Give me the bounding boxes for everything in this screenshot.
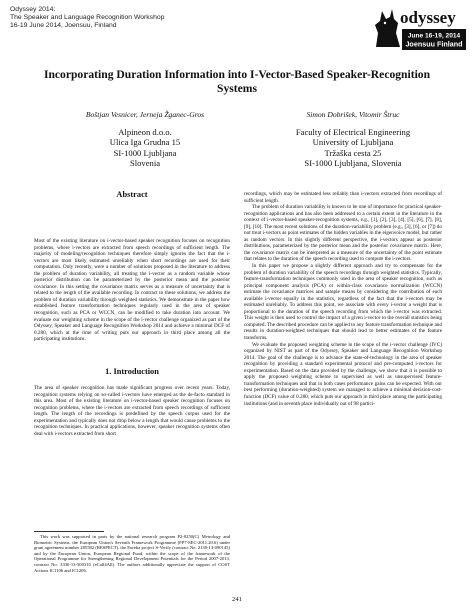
- title-line-1: Incorporating Duration Information into I-Vector-Based Speaker-Recognition: [43, 68, 431, 81]
- affiliation-line: Slovenia: [129, 158, 161, 169]
- header-line-3: 16-19 June 2014, Joensuu, Finland: [10, 22, 117, 30]
- right-column: [244, 191, 442, 407]
- logo-dates: June 16-19, 2014: [407, 32, 461, 40]
- header-line-2: The Speaker and Language Recognition Workshop: [10, 14, 165, 22]
- affiliation-line: University of Ljubljana: [312, 137, 394, 148]
- title-line-2: Systems: [217, 82, 257, 95]
- right-paragraph-1: recordings, which may be estimated less reliably than i-vectors extracted from recordings of sufficient length.: [244, 191, 442, 204]
- affiliation-line: Faculty of Electrical Engineering: [295, 127, 411, 137]
- affiliation-line: SI-1000 Ljubljana, Slovenia: [304, 158, 402, 169]
- affiliation-right: [268, 127, 438, 169]
- affiliation-line: Tržaška cesta 25: [324, 147, 382, 158]
- footnote-text: This work was supported in parts by the national research program P2-0250(C) Metrology and Biometric Systems, the European Union's Seventh Framework Programme (FP7-SEC-2011.20.6) under grant agreement number 285582 (RESPECT), the Eureka project S-Verify (contract No. 2130-13-090145) and by the European Union, European Regional Fund, within the scope of the framework of the Operational Programme for Strengthening Regional Development Potentials for the Period 2007-2013, contract No. 3330-13-500310 (eCall4All). The authors additionally appreciate the support of COST Actions IC1106 and IC1206.: [34, 534, 230, 573]
- introduction-body: [34, 385, 230, 437]
- wolf-silhouette-icon: [375, 9, 400, 47]
- affiliation-line: SI-1000 Ljubljana: [113, 147, 177, 158]
- intro-paragraph: The area of speaker recognition has made significant progress over recent years. Today, recognition systems relying on so-called i-vectors have emerged as the de-facto standard in this area. Most of the existing literature on i-vector-based speaker recognition focuses on recognition problems, where the i-vectors are extracted from speech recordings of sufficient length. The length of the recordings is predefined by the speech corpus used for the experimentation and typically does not drop below a length that would cause problems to the recognition techniques. In practical applications, however, speaker recognition systems often deal with i-vectors extracted from short: [34, 385, 230, 437]
- paper-title: [30, 68, 444, 96]
- affiliation-line: Alpineon d.o.o.: [118, 127, 172, 137]
- right-paragraph-2: The problem of duration variability is known to be one of importance for practical speaker-recognition applications and has also been addressed to a certain extent in the literature in the context of i-vector-based speaker-recognition systems, e.g., [1], [2], [3], [4], [5], [6], [7], [8], [9], [10]. The most recent solutions of the duration-variability problem (e.g., [3], [6], or [7]) do not treat i-vectors as point estimates of the hidden variables in the eigenvoice model, but rather as random vectors. In this slightly different perspective, the i-vectors appear as posterior distributions, parameterized by the posterior mean and the posterior covariance matrix. Here, the covariance matrix can be interpreted as a measure of the uncertainty of the point estimate that relates to the duration of the speech recording used to compute the i-vectors.: [244, 204, 442, 263]
- footnote: [34, 534, 230, 573]
- workshop-header: [10, 6, 164, 31]
- abstract-paragraph: Most of the existing literature on i-vector-based speaker recognition focuses on recognition problems, where i-vectors are extracted from speech recordings of sufficient length. The majority of modeling/recognition techniques therefore simply ignores the fact that the i-vectors are most likely estimated unreliably when short recordings are used for their computation. Only recently, were a number of solutions proposed in the literature to address the problem of duration variability, all treating the i-vector as a random variable whose posterior distribution can be parameterized by the posterior mean and the posterior covariance. In this setting the covariance matrix serves as a measure of uncertainty that is related to the length of the available recording. In contract to these solutions, we address the problem of duration variability through weighted statistics. We demonstrate in the paper how established feature transformation techniques regularly used in the area of speaker recognition, such as PCA or WCCN, can be modified to take duration into account. We evaluate our weighting scheme in the scope of the i-vector challenge organized as part of the Odyssey, Speaker and Language Recognition Workshop 2014 and achieve a minimal DCF of 0.280, which at the time of writing puts our approach in third place among all the participating institutions.: [34, 238, 230, 343]
- logo-word: odyssey: [400, 8, 456, 27]
- right-paragraph-4: We evaluate the proposed weighting scheme in the scope of the i-vector challenge (IVC) organized by NIST as part of the Odyssey, Speaker and Language Recognition Workshop 2014. The goal of the challenge is to advance the state-of-technology in the area of speaker recognition by providing a standard experimental protocol and pre-computed i-vectors for experimentation. Based on the data provided by the challenge, we show that it is possible to apply the proposed weighting scheme to supervised as well as unsupervised feature-transformation techniques and that in both cases performance gains can be expected. With our best performing (duration-weighted) system we managed to achieve a minimal decision-cost-function (DCF) value of 0.280, which puts our approach in third place among the participating institutions (and in seventh place individually out of 98 partici-: [244, 341, 442, 407]
- right-paragraph-3: In this paper we propose a slightly different approach and try to compensate for the problem of duration variability of the speech recordings through weighted statistics. Typically, feature-transformation techniques commonly used in the area of speaker recognition, such as principal component analysis (PCA) or within-class covariance normalization (WCCN) estimate the covariance matrices and sample means by considering the contribution of each available i-vector equally in the statistics, regardless of the fact that the i-vectors may be estimated unreliably. To address this point, we associate with every i-vector a weight that is proportional to the duration of the speech recording from which the i-vector was extracted. This weight is then used to control the impact of a given i-vector to the overall statistics being computed. The described procedure can be applied to any feature transformation technique and results in duration-weighted techniques that should lead to better estimates of the feature transforms.: [244, 263, 442, 342]
- abstract-heading: Abstract: [116, 190, 148, 199]
- page-number: 241: [232, 596, 242, 603]
- logo-place: Joensuu Finland: [405, 39, 463, 49]
- affiliation-left: [60, 127, 230, 169]
- introduction-heading: 1. Introduction: [105, 367, 159, 376]
- odyssey-logo: [372, 3, 468, 52]
- abstract-body: [34, 238, 230, 343]
- affiliation-line: Ulica Iga Grudna 15: [109, 137, 181, 148]
- footnote-rule: [34, 531, 104, 532]
- authors-right: Simon Dobrišek, Vitomir Štruc: [306, 110, 400, 119]
- header-line-1: Odyssey 2014:: [10, 6, 56, 13]
- authors-left: Boštjan Vesnicer, Jerneja Žganec-Gros: [85, 110, 205, 119]
